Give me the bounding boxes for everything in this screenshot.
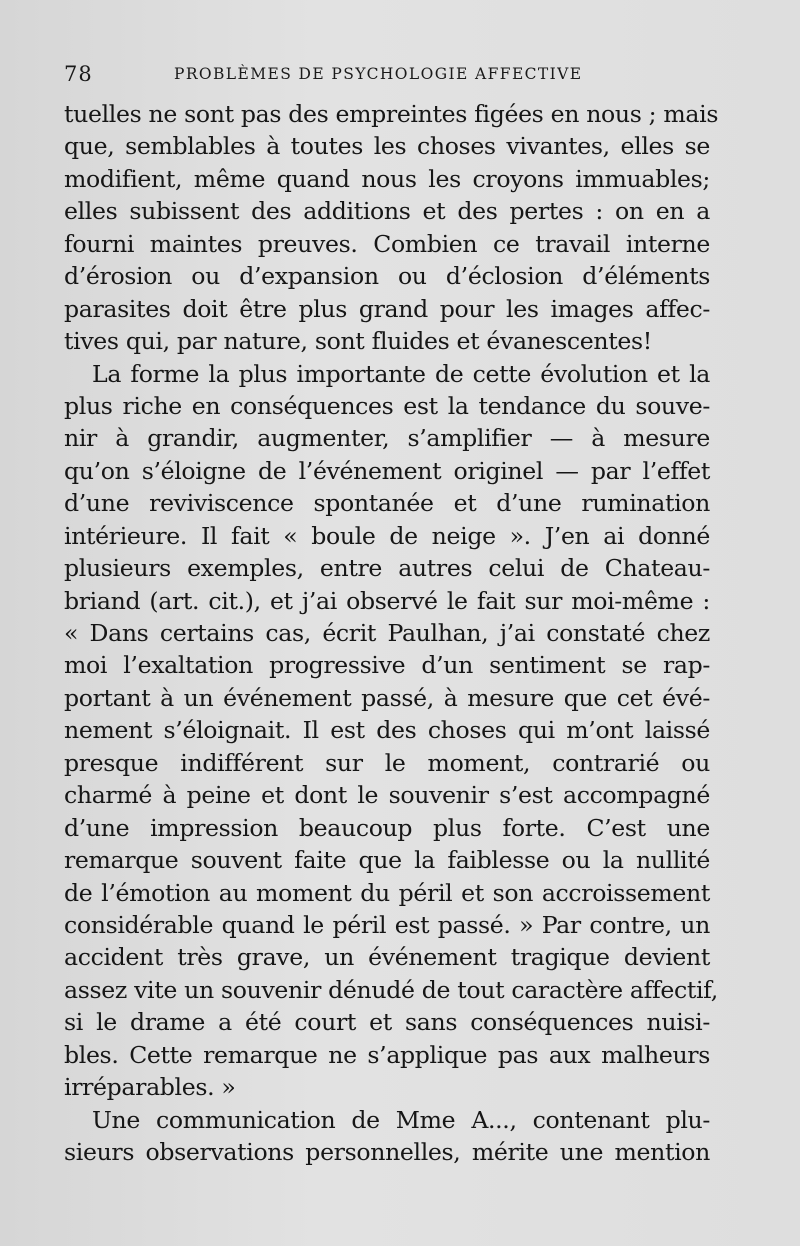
text-line: si le drame a été court et sans conséquences nuisi- (64, 1008, 710, 1037)
text-line: portant à un événement passé, à mesure que cet évé- (64, 683, 710, 712)
page-header (64, 62, 724, 92)
body-text (64, 98, 719, 1168)
text-line: que, semblables à toutes les choses vivantes, elles se (64, 132, 710, 161)
text-line: d’érosion ou d’expansion ou d’éclosion d’éléments (64, 262, 710, 291)
text-line: modifient, même quand nous les croyons immuables; (64, 164, 710, 193)
running-title: PROBLÈMES DE PSYCHOLOGIE AFFECTIVE (174, 65, 583, 83)
text-line: intérieure. Il fait « boule de neige ». J’en ai donné (64, 521, 710, 550)
text-line: d’une impression beaucoup plus forte. C’est une (64, 813, 710, 842)
text-line: de l’émotion au moment du péril et son accroissement (64, 878, 710, 907)
text-line: nir à grandir, augmenter, s’amplifier — à mesure (64, 424, 710, 453)
text-line: presque indifférent sur le moment, contrarié ou (64, 748, 710, 777)
text-line: nement s’éloignait. Il est des choses qui m’ont laissé (64, 716, 710, 745)
text-line: d’une reviviscence spontanée et d’une rumination (64, 489, 710, 518)
text-line: « Dans certains cas, écrit Paulhan, j’ai constaté chez (64, 619, 710, 647)
text-line: parasites doit être plus grand pour les images affec- (64, 294, 710, 323)
text-line: considérable quand le péril est passé. » Par contre, un (64, 910, 710, 939)
text-line: charmé à peine et dont le souvenir s’est accompagné (64, 781, 710, 810)
text-line: sieurs observations personnelles, mérite une mention (64, 1138, 710, 1166)
text-line: La forme la plus importante de cette évolution et la (92, 359, 710, 388)
text-line: irréparables. » (64, 1073, 236, 1102)
page-number: 78 (64, 62, 93, 86)
text-line: tives qui, par nature, sont fluides et évanescentes! (64, 327, 652, 356)
text-line: qu’on s’éloigne de l’événement originel — par l’effet (64, 456, 710, 485)
text-line: plusieurs exemples, entre autres celui de Chateau- (64, 554, 710, 583)
text-line: assez vite un souvenir dénudé de tout caractère affectif, (64, 975, 718, 1004)
text-line: bles. Cette remarque ne s’applique pas aux malheurs (64, 1040, 710, 1069)
text-line: moi l’exaltation progressive d’un sentiment se rap- (64, 651, 710, 680)
text-line: tuelles ne sont pas des empreintes figées en nous ; mais (64, 100, 719, 128)
text-line: Une communication de Mme A..., contenant plu- (92, 1105, 710, 1134)
text-line: fourni maintes preuves. Combien ce travail interne (64, 229, 710, 258)
text-line: elles subissent des additions et des pertes : on en a (64, 197, 710, 226)
text-line: accident très grave, un événement tragique devient (64, 943, 710, 972)
text-line: plus riche en conséquences est la tendance du souve- (64, 391, 710, 420)
text-line: briand (art. cit.), et j’ai observé le fait sur moi-même : (64, 586, 710, 615)
text-line: remarque souvent faite que la faiblesse ou la nullité (64, 846, 710, 875)
